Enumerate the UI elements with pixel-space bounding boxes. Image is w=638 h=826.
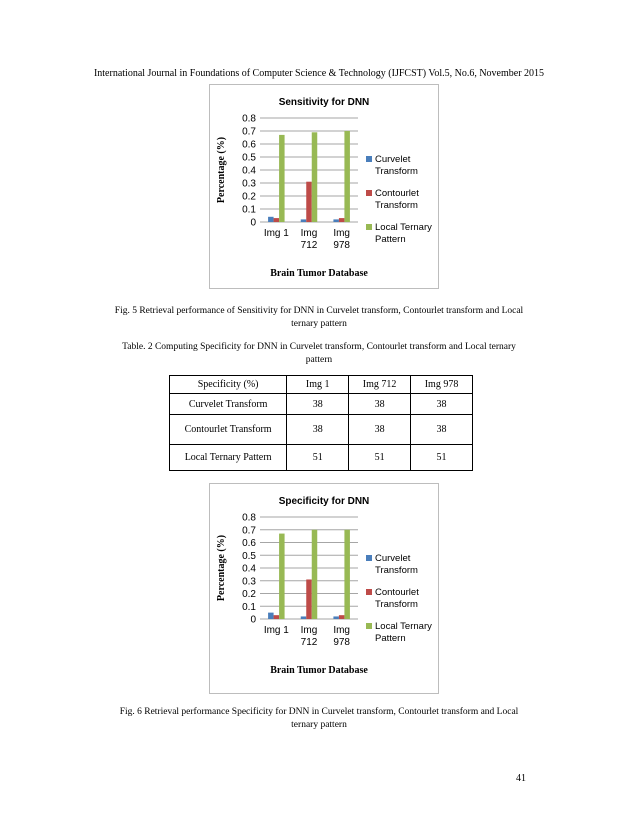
legend-label: Contourlet <box>375 587 419 598</box>
specificity-chart-svg <box>210 484 438 693</box>
x-tick-label: Img <box>333 228 351 239</box>
bar <box>274 615 279 619</box>
legend-label: Curvelet <box>375 553 411 564</box>
fig5-caption-line2: ternary pattern <box>291 319 347 329</box>
legend-label: Pattern <box>375 633 406 644</box>
bar <box>344 530 350 619</box>
bar <box>306 579 312 619</box>
x-axis-label: Brain Tumor Database <box>270 268 368 279</box>
y-tick-label: 0.1 <box>242 601 256 613</box>
sensitivity-chart-svg <box>210 85 438 288</box>
bar <box>268 613 274 619</box>
sensitivity-chart <box>209 84 439 289</box>
table-cell: 38 <box>287 415 349 445</box>
legend-swatch <box>366 555 372 561</box>
bar <box>306 182 312 222</box>
legend-label: Curvelet <box>375 154 411 165</box>
table-cell: 51 <box>287 445 349 471</box>
legend-label: Transform <box>375 200 418 211</box>
y-tick-label: 0.2 <box>242 191 256 203</box>
y-tick-label: 0.3 <box>242 576 256 588</box>
x-tick-label: Img 1 <box>263 228 289 239</box>
table-header-cell: Img 712 <box>349 376 411 394</box>
bar <box>333 219 339 222</box>
y-axis-label: Percentage (%) <box>216 534 227 602</box>
x-tick-label: Img <box>300 228 318 239</box>
y-tick-label: 0 <box>250 217 256 229</box>
x-tick-label: 712 <box>300 240 318 251</box>
fig6-caption-line2: ternary pattern <box>291 720 347 730</box>
fig6-caption <box>90 706 548 732</box>
legend-label: Transform <box>375 565 418 576</box>
table-cell: 38 <box>411 394 473 415</box>
bar <box>339 615 345 619</box>
table-cell: 51 <box>411 445 473 471</box>
x-axis-label: Brain Tumor Database <box>270 665 368 676</box>
legend-swatch <box>366 589 372 595</box>
table-row <box>170 445 473 471</box>
bar <box>279 135 285 222</box>
table-cell: 38 <box>349 394 411 415</box>
chart-title: Sensitivity for DNN <box>278 97 370 108</box>
page-number: 41 <box>516 773 526 784</box>
x-tick-label: Img <box>300 625 318 636</box>
legend-label: Local Ternary <box>375 222 432 233</box>
bar <box>274 218 279 222</box>
table-header-cell: Img 978 <box>411 376 473 394</box>
y-tick-label: 0.5 <box>242 152 256 164</box>
y-tick-label: 0 <box>250 614 256 626</box>
bar <box>339 218 345 222</box>
y-tick-label: 0.6 <box>242 139 256 151</box>
bar <box>279 534 285 619</box>
table-cell: Local Ternary Pattern <box>170 445 287 471</box>
y-tick-label: 0.1 <box>242 204 256 216</box>
legend-swatch <box>366 156 372 162</box>
table2-caption <box>90 341 548 367</box>
x-tick-label: Img <box>333 625 351 636</box>
legend-label: Transform <box>375 166 418 177</box>
x-tick-label: Img 1 <box>263 625 289 636</box>
chart-title: Specificity for DNN <box>278 496 370 507</box>
y-tick-label: 0.8 <box>242 512 256 524</box>
y-axis-label: Percentage (%) <box>216 136 227 204</box>
x-tick-label: 978 <box>333 637 351 648</box>
y-tick-label: 0.3 <box>242 178 256 190</box>
table-cell: 38 <box>287 394 349 415</box>
legend-label: Contourlet <box>375 188 419 199</box>
table-row <box>170 415 473 445</box>
legend-swatch <box>366 224 372 230</box>
table-row <box>170 394 473 415</box>
y-tick-label: 0.4 <box>242 165 256 177</box>
bar <box>312 132 318 222</box>
legend-label: Transform <box>375 599 418 610</box>
bar <box>312 530 318 619</box>
y-tick-label: 0.8 <box>242 113 256 125</box>
table2-caption-line1: Table. 2 Computing Specificity for DNN in Curvelet transform, Contourlet transform and Local ternary <box>122 342 516 352</box>
table-header-cell: Img 1 <box>287 376 349 394</box>
y-tick-label: 0.5 <box>242 550 256 562</box>
specificity-table <box>169 375 473 471</box>
bar <box>344 131 350 222</box>
table-cell: Contourlet Transform <box>170 415 287 445</box>
bar <box>301 219 307 222</box>
x-tick-label: 978 <box>333 240 351 251</box>
bar <box>268 217 274 222</box>
legend-swatch <box>366 623 372 629</box>
table-header-row <box>170 376 473 394</box>
table-header-cell: Specificity (%) <box>170 376 287 394</box>
bar <box>301 616 307 619</box>
y-tick-label: 0.2 <box>242 589 256 600</box>
table2-caption-line2: pattern <box>305 355 333 365</box>
table-cell: Curvelet Transform <box>170 394 287 415</box>
table-cell: 38 <box>411 415 473 445</box>
legend-swatch <box>366 190 372 196</box>
specificity-chart <box>209 483 439 694</box>
fig5-caption-line1: Fig. 5 Retrieval performance of Sensitivity for DNN in Curvelet transform, Contourlet transform and Local <box>114 306 524 316</box>
y-tick-label: 0.7 <box>242 126 256 138</box>
bar <box>333 616 339 619</box>
x-tick-label: 712 <box>300 637 318 648</box>
table-cell: 38 <box>349 415 411 445</box>
y-tick-label: 0.6 <box>242 538 256 549</box>
fig5-caption <box>90 305 548 331</box>
legend-label: Local Ternary <box>375 621 432 632</box>
y-tick-label: 0.4 <box>242 563 256 575</box>
legend-label: Pattern <box>375 234 406 245</box>
table-cell: 51 <box>349 445 411 471</box>
y-tick-label: 0.7 <box>242 525 256 537</box>
fig6-caption-line1: Fig. 6 Retrieval performance Specificity for DNN in Curvelet transform, Contourlet transform and Local <box>119 707 519 717</box>
journal-header: International Journal in Foundations of Computer Science & Technology (IJFCST) Vol.5, No.6, November 2015 <box>93 68 545 79</box>
